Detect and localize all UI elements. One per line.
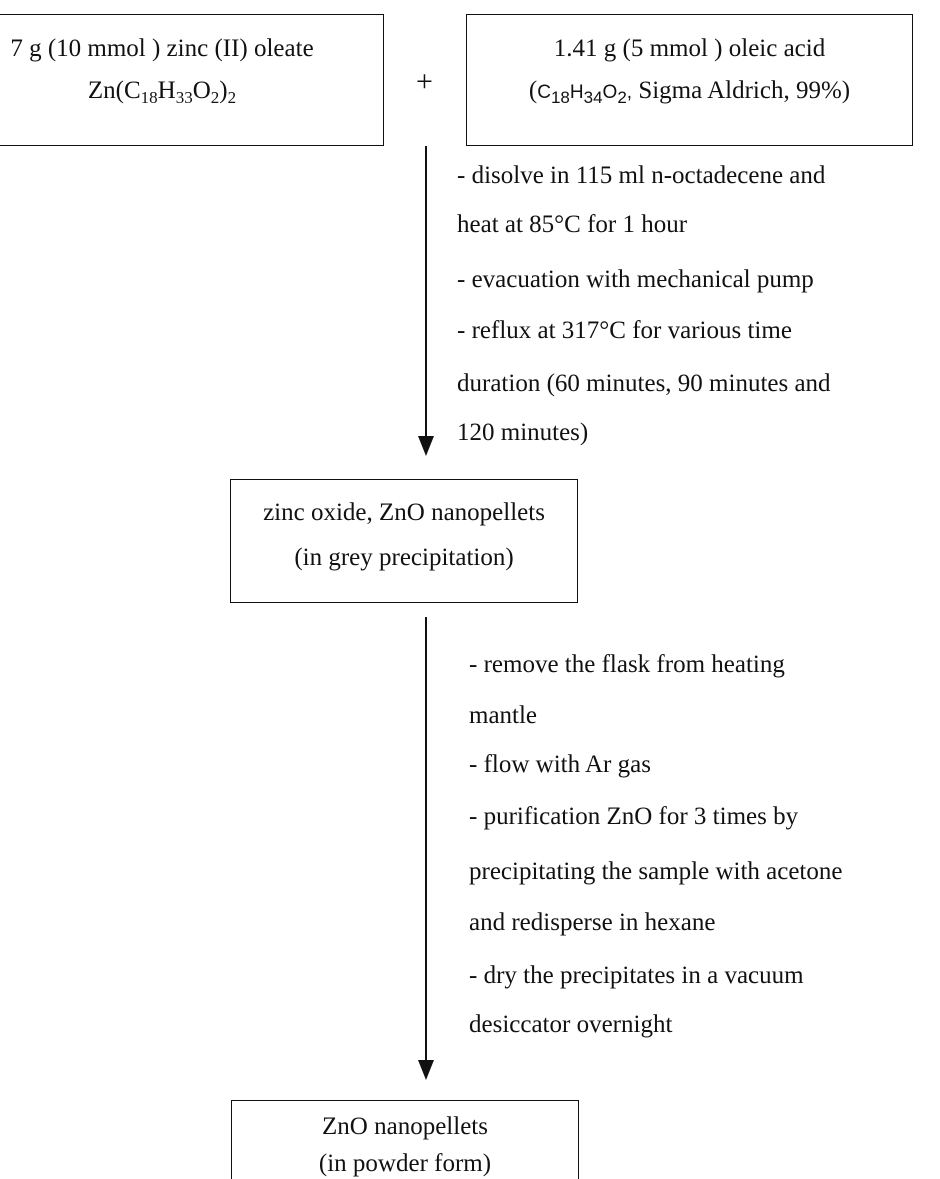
step1-line-5: duration (60 minutes, 90 minutes and xyxy=(457,370,831,397)
step1-line-6: 120 minutes) xyxy=(457,419,589,446)
step2-line-1: - remove the flask from heating xyxy=(469,651,785,678)
step1-line-1: - disolve in 115 ml n-octadecene and xyxy=(457,162,826,189)
arrow-1-head xyxy=(418,436,434,456)
step1-line-4: - reflux at 317°C for various time xyxy=(457,317,792,344)
step2-line-2: mantle xyxy=(469,702,538,729)
step2-line-3: - flow with Ar gas xyxy=(469,751,651,778)
intermediate-line1: zinc oxide, ZnO nanopellets xyxy=(263,499,545,526)
reactant-left-line1: 7 g (10 mmol ) zinc (II) oleate xyxy=(10,35,314,62)
step2-line-5: precipitating the sample with acetone xyxy=(469,858,843,885)
arrow-2-shaft xyxy=(425,617,427,1063)
reactant-right-line2: ($C_{18}H_{34}O_2$, Sigma Aldrich, 99%) xyxy=(528,77,851,108)
product-line1: ZnO nanopellets xyxy=(322,1113,488,1140)
product-line2: (in powder form) xyxy=(318,1150,492,1177)
plus-sign: + xyxy=(416,65,433,98)
step1-line-2: heat at 85°C for 1 hour xyxy=(457,211,688,238)
reactant-left-formula: $Zn(C_{18}H_{33}O_2)_2$ xyxy=(87,77,237,108)
step2-line-6: and redisperse in hexane xyxy=(469,909,716,936)
step2-line-8: desiccator overnight xyxy=(469,1011,673,1038)
step1-line-3: - evacuation with mechanical pump xyxy=(457,266,814,293)
arrow-2-head xyxy=(418,1060,434,1080)
intermediate-line2: (in grey precipitation) xyxy=(294,544,514,571)
reactant-right-line1: 1.41 g (5 mmol ) oleic acid xyxy=(553,35,826,62)
step2-line-4: - purification ZnO for 3 times by xyxy=(469,803,799,830)
step2-line-7: - dry the precipitates in a vacuum xyxy=(469,962,804,989)
arrow-1-shaft xyxy=(425,146,427,439)
